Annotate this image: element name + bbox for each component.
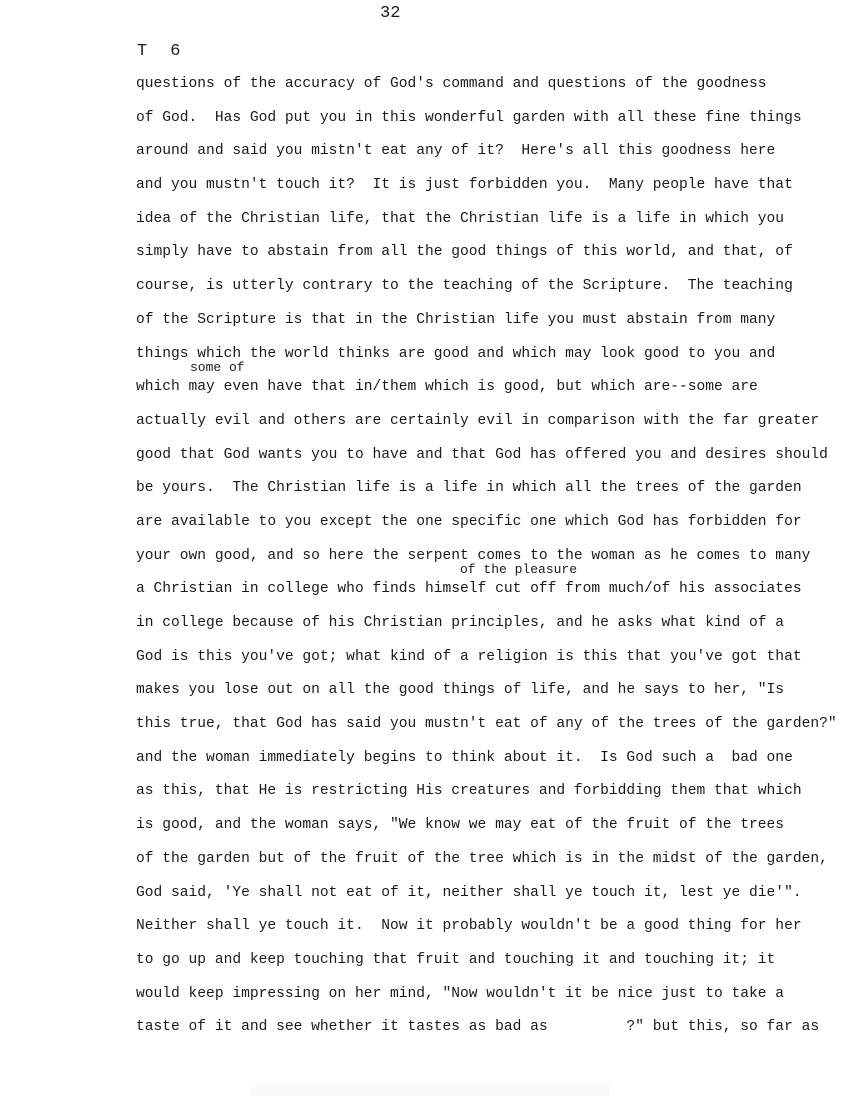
text-line: idea of the Christian life, that the Christian life is a life in which you [136, 210, 785, 227]
handwritten-insertion-some-of: some of [190, 360, 245, 375]
text-line: are available to you except the one specific one which God has forbidden for [136, 513, 802, 530]
text-line: is good, and the woman says, "We know we may eat of the fruit of the trees [136, 817, 785, 834]
text-line: your own good, and so here the serpent comes to the woman as he comes to many [136, 547, 811, 564]
text-line: of the garden but of the fruit of the tree which is in the midst of the garden, [136, 850, 828, 867]
tape-number: 6 [170, 42, 182, 61]
handwritten-insertion-of-the-pleasure: of the pleasure [460, 562, 578, 577]
text-line: as this, that He is restricting His creatures and forbidding them that which [136, 783, 802, 800]
tape-letter: T [137, 42, 149, 61]
text-line: God is this you've got; what kind of a religion is this that you've got that [136, 648, 802, 665]
text-line: simply have to abstain from all the good things of this world, and that, of [136, 244, 793, 261]
text-line: Neither shall ye touch it. Now it probably wouldn't be a good thing for her [136, 918, 802, 935]
text-line: in college because of his Christian principles, and he asks what kind of a [136, 615, 785, 631]
text-line: actually evil and others are certainly evil in comparison with the far greater [136, 412, 820, 429]
scan-smudge [250, 1078, 610, 1096]
text-line: questions of the accuracy of God's command and questions of the goodness [136, 76, 767, 92]
text-line: this true, that God has said you mustn't eat of any of the trees of the garden?" [136, 716, 837, 733]
text-line: and the woman immediately begins to think about it. Is God such a bad one [136, 749, 793, 766]
text-line: things which the world thinks are good and which may look good to you and [136, 345, 776, 362]
text-line: good that God wants you to have and that God has offered you and desires should [136, 446, 828, 463]
tape-label [137, 42, 203, 61]
text-line: of the Scripture is that in the Christian life you must abstain from many [136, 311, 776, 328]
transcript-body [136, 73, 836, 1050]
text-line: and you mustn't touch it? It is just forbidden you. Many people have that [136, 177, 793, 194]
text-line: taste of it and see whether it tastes as bad as ?" but this, so far as [136, 1019, 820, 1036]
text-line: of God. Has God put you in this wonderful garden with all these fine things [136, 109, 802, 126]
text-line: God said, 'Ye shall not eat of it, neither shall ye touch it, lest ye die'". [136, 884, 802, 901]
text-line: course, is utterly contrary to the teaching of the Scripture. The teaching [136, 278, 793, 295]
text-line: would keep impressing on her mind, "Now wouldn't it be nice just to take a [136, 985, 785, 1002]
text-line: which may even have that in/them which is good, but which are--some are [136, 379, 758, 396]
text-line: makes you lose out on all the good things of life, and he says to her, "Is [136, 682, 785, 699]
page-number: 32 [380, 4, 401, 23]
text-line: to go up and keep touching that fruit and touching it and touching it; it [136, 951, 776, 968]
text-line: around and said you mistn't eat any of it? Here's all this goodness here [136, 143, 776, 160]
text-line: a Christian in college who finds himself cut off from much/of his associates [136, 581, 802, 598]
text-line: be yours. The Christian life is a life in which all the trees of the garden [136, 480, 802, 497]
